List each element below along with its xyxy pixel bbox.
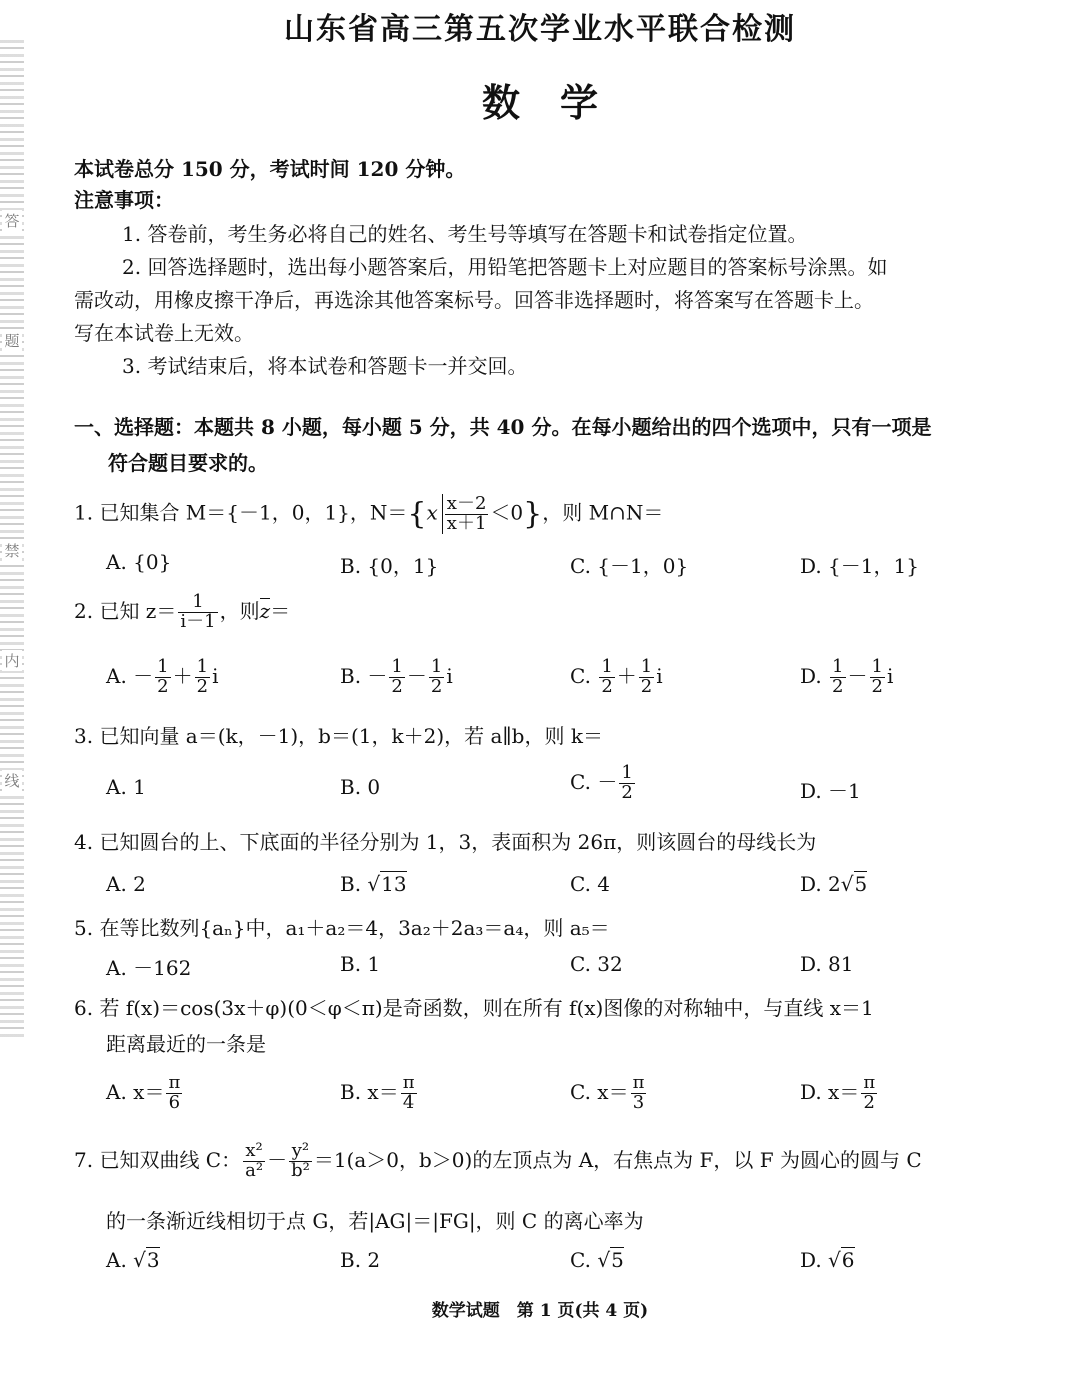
option-c: C. √5 [570,1248,624,1272]
page-footer: 数学试题 第 1 页(共 4 页) [431,1301,649,1321]
score-time-note: 本试卷总分 150 分，考试时间 120 分钟。 [74,157,466,181]
question-7-stem: 7. 已知双曲线 C： $\frac{\text{x²}}{\text{a²}}$ － $\frac{\text{y²}}{\text{b²}}$ ＝1(a＞0，b＞0)的左顶点为 A，右焦点为 F，以 F 为圆心的圆与 C [74,1140,922,1181]
option-d: D. 81 [800,952,854,976]
option-b: B. 1 [340,952,381,976]
option-d: D. √6 [800,1248,855,1272]
question-5-stem: 5. 在等比数列{aₙ}中，a₁＋a₂＝4，3a₂＋2a₃＝a₄，则 a₅＝ [74,916,610,940]
option-a: A. x＝ $\frac{\pi}{6}$ [106,1072,181,1113]
notice-item-2-cont: 写在本试卷上无效。 [74,321,254,345]
fraction: $\frac{1}{i-1}$ [180,591,216,632]
option-a: A. － $\frac{1}{2}$ ＋ $\frac{1}{2}$ i [106,656,219,697]
option-d: D. －1 [800,779,861,803]
option-a: A. √3 [106,1248,160,1272]
margin-mark: 禁 [2,540,22,561]
question-2-stem: 2. 已知 z＝ $\frac{1}{i-1}$ ，则z＝ [74,591,291,632]
question-number: 1. [74,500,94,525]
option-b: B. √13 [340,872,407,896]
margin-mark: 内 [2,650,22,671]
option-c: C. － $\frac{1}{2}$ [570,762,633,803]
fraction: $\frac{\text{y²}}{\text{b²}}$ [291,1140,310,1181]
question-number: 5. [74,916,94,940]
question-6-stem-cont: 距离最近的一条是 [106,1032,266,1056]
option-c: C. 4 [570,872,611,896]
option-c: C. $\frac{1}{2}$ ＋ $\frac{1}{2}$ i [570,656,663,697]
option-d: D. {－1，1} [800,554,919,578]
option-b: B. － $\frac{1}{2}$ － $\frac{1}{2}$ i [340,656,453,697]
question-number: 2. [74,598,94,623]
question-number: 3. [74,724,94,748]
margin-mark: 答 [2,210,22,231]
notice-item-2-cont: 需改动，用橡皮擦干净后，再选涂其他答案标号。回答非选择题时，将答案写在答题卡上。 [74,288,874,312]
option-a: A. －162 [106,956,192,980]
option-a: A. 2 [106,872,146,896]
question-3-stem: 3. 已知向量 a＝(k，－1)，b＝(1，k＋2)，若 a∥b，则 k＝ [74,724,603,748]
option-c: C. 32 [570,952,623,976]
question-1-stem: 1. 已知集合 M＝{－1，0，1}，N＝{x $\frac{x-2}{x+1}$ ＜0}，则 M∩N＝ [74,492,664,534]
question-6-stem: 6. 若 f(x)＝cos(3x＋φ)(0＜φ＜π)是奇函数，则在所有 f(x)图像的对称轴中，与直线 x＝1 [74,996,874,1020]
option-c: C. x＝ $\frac{\pi}{3}$ [570,1072,645,1113]
notice-item-3: 3. 考试结束后，将本试卷和答题卡一并交回。 [122,354,528,378]
option-a: A. {0} [106,550,172,574]
option-c: C. {－1，0} [570,554,689,578]
notice-item-2: 2. 回答选择题时，选出每小题答案后，用铅笔把答题卡上对应题目的答案标号涂黑。如 [122,255,888,279]
margin-mark: 题 [2,330,22,351]
margin-mark: 线 [2,770,22,791]
subject-title: 数学 [481,80,638,125]
notice-title: 注意事项： [74,188,174,212]
option-b: B. {0，1} [340,554,439,578]
question-number: 4. [74,830,94,854]
question-number: 7. [74,1147,94,1172]
option-b: B. 2 [340,1248,381,1272]
option-d: D. 2√5 [800,872,868,896]
fraction: $\frac{\text{x²}}{\text{a²}}$ [245,1140,264,1181]
exam-title: 山东省高三第五次学业水平联合检测 [284,12,796,47]
section-heading-cont: 符合题目要求的。 [108,451,268,475]
fraction: $\frac{x-2}{x+1}$ [446,492,487,534]
question-4-stem: 4. 已知圆台的上、下底面的半径分别为 1，3，表面积为 26π，则该圆台的母线长为 [74,830,817,854]
binding-margin-strip [0,40,24,1040]
option-a: A. 1 [106,775,146,799]
option-d: D. $\frac{1}{2}$ － $\frac{1}{2}$ i [800,656,894,697]
option-b: B. 0 [340,775,381,799]
section-heading: 一、选择题：本题共 8 小题，每小题 5 分，共 40 分。在每小题给出的四个选项中，只有一项是 [74,415,932,439]
option-d: D. x＝ $\frac{\pi}{2}$ [800,1072,876,1113]
option-b: B. x＝ $\frac{\pi}{4}$ [340,1072,415,1113]
question-number: 6. [74,996,94,1020]
notice-item-1: 1. 答卷前，考生务必将自己的姓名、考生号等填写在答题卡和试卷指定位置。 [122,222,808,246]
question-7-stem-cont: 的一条渐近线相切于点 G，若|AG|＝|FG|，则 C 的离心率为 [106,1209,644,1233]
